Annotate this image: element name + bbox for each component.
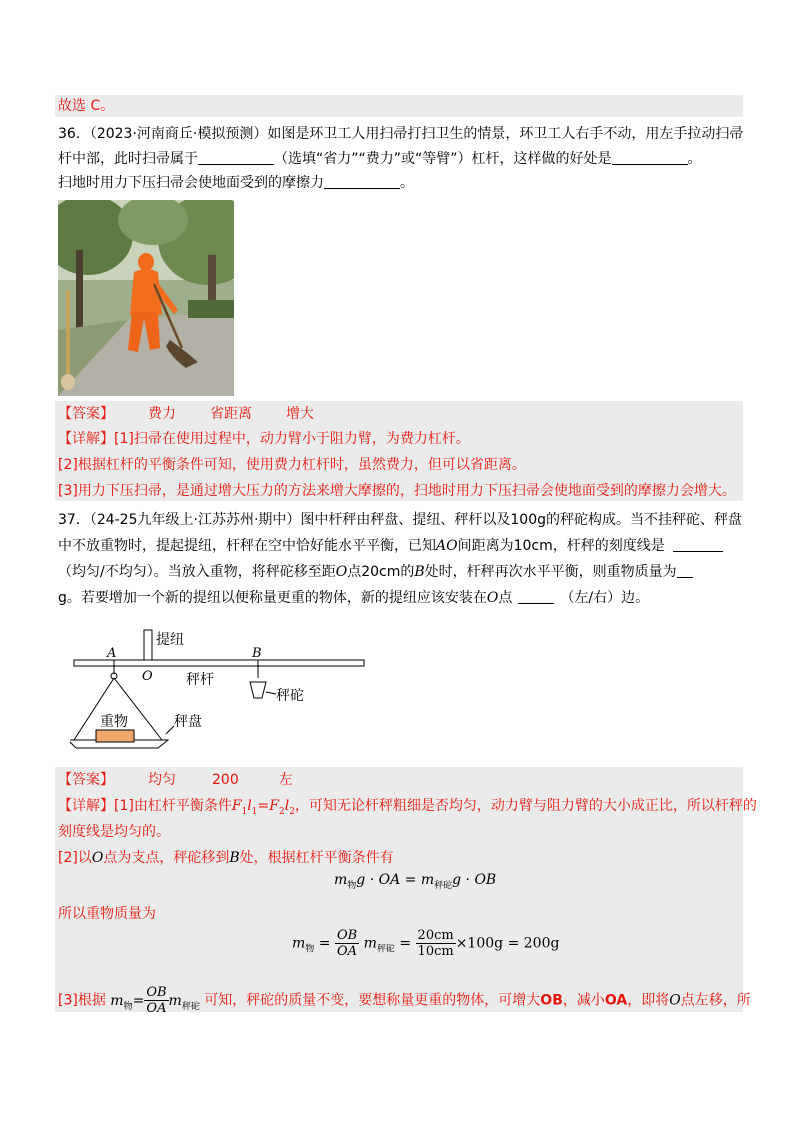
fraction-OB-OA: $\frac{OB}{OA}$ [336,928,358,959]
q36-answer-3: 增大 [286,406,314,422]
q37-var-B: B [414,564,425,580]
q36-stem-text: 扫地时用力下压扫帚会使地面受到的摩擦力 [58,175,324,191]
sub-wu: 物 [123,1001,133,1012]
q37-detail-1 [58,796,757,822]
q37-var-AO: AO [436,538,458,554]
q37-var-O: O [669,992,681,1009]
q37-stem-text: 处时，杆秤再次水平平衡，则重物质量为 [424,564,677,580]
q37-detail-text: ，可知无论杆秤粗细是否均匀，动力臂与阻力臂的大小成正比，所以杆秤的 [294,798,757,814]
label-O: O [142,669,153,684]
q36-blank-1 [198,151,274,165]
equation-mass: $m_物$ = $\frac{OB}{OA}$ $m_{秤砣}$ = $\frac{20cm}{10cm}$ ×100g = 200g [292,928,560,959]
q36-stem-text: （选填“省力”“费力”或“等臂”）杠杆，这样做的好处是 [274,151,612,167]
q36-stem-line3 [58,173,414,193]
label-pan: 秤盘 [174,714,202,730]
q37-stem-line1: 37．（24-25九年级上·江苏苏州·期中）图中杆秤由秤盘、提纽、秤杆以及100g的秤砣构成。当不挂秤砣、秤盘 [58,512,743,528]
q36-detail-3: [3]用力下压扫帚，是通过增大压力的方法来增大摩擦的，扫地时用力下压扫帚会使地面受到的摩擦力会增大。 [58,483,736,499]
sub-chengtuo: 秤砣 [376,944,395,955]
q36-blank-3 [324,175,400,189]
q37-stem-text: 间距离为10cm，杆秤的刻度线是 [457,538,665,554]
q37-stem-line2 [58,536,723,556]
q37-stem-text: （均匀/不均匀）。当放入重物，将秤砣移至距 [58,564,336,580]
q37-stem-text: 中不放重物时，提起提纽，杆秤在空中恰好能水平平衡，已知 [58,538,436,554]
q37-detail-text: [3]根据 [58,992,106,1009]
q37-answer-1: 均匀 [148,772,176,788]
q37-detail-text: 处，根据杠杆平衡条件有 [239,850,394,866]
steelyard-diagram [70,622,370,757]
q37-answer-line [58,770,293,790]
q37-var-O: O [486,590,499,606]
q37-detail-1-cont: 刻度线是均匀的。 [58,824,170,840]
q37-stem-text: （左/右）边。 [560,590,650,606]
prev-answer-band [55,95,743,117]
street-sweeper-photo [58,200,234,396]
q36-detail-1: 【详解】[1]扫帚在使用过程中，动力臂小于阻力臂，为费力杠杆。 [58,431,470,447]
q36-answer-line [58,404,314,424]
q37-blank-2 [677,564,693,578]
q37-detail-text: 【详解】[1]由杠杆平衡条件 [58,798,232,814]
formula-F1l1-F2l2: $F_1l_1=F_2l_2$ [231,798,295,817]
label-bar: 秤杆 [186,672,214,688]
prev-answer-text: 故选 C。 [58,98,115,114]
fraction-20-10 [416,928,456,959]
q37-var-O: O [335,564,348,580]
inline-formula-mass: $m_物=$ $\frac{OB}{OA}$ $m_{秤砣}$ [110,985,200,1016]
q36-blank-2 [612,151,688,165]
q37-var-B: B [229,850,240,866]
eq-denominator: 10cm [417,944,454,959]
q37-detail-text: ，即将 [627,992,670,1009]
q36-detail-2: [2]根据杠杆的平衡条件可知，使用费力杠杆时，虽然费力，但可以省距离。 [58,457,526,473]
q37-stem-line3 [58,562,693,582]
label-tiniu: 提纽 [156,632,184,648]
q37-stem-text: g。若要增加一个新的提纽以便称量更重的物体，新的提纽应该安装在 [58,590,487,606]
q37-detail-text: [2]以 [58,850,92,866]
q37-detail-text: 可知，秤砣的质量不变，要想称量更重的物体，可增大 [204,992,541,1009]
q36-stem-text: 。 [687,151,702,167]
q36-stem-line1: 36．（2023·河南商丘·模拟预测）如图是环卫工人用扫帚打扫卫生的情景，环卫工人右手不动，用左手拉动扫帚 [58,126,744,142]
q36-stem-line2 [58,149,702,169]
label-weight: 秤砣 [276,688,304,704]
q37-OB: OB [540,992,563,1009]
equation-balance: $m_物g$ · OA = $m_{秤砣}g$ · OB [334,872,497,891]
q37-detail-text: 点为支点，秤砣移到 [103,850,230,866]
q37-OA: OA [604,992,628,1009]
q36-answer-2: 省距离 [210,406,252,422]
sub-chengtuo: 秤砣 [181,1001,200,1012]
q37-stem-text: 点20cm的 [347,564,415,580]
q37-var-O: O [91,850,104,866]
q37-blank-1 [673,538,723,552]
eq-mass-term: ×100g = [455,935,520,952]
q37-detail-text: 点左移，所 [680,992,751,1009]
answer-label: 【答案】 [58,406,114,422]
label-object: 重物 [100,714,128,730]
q37-detail-text: ，减小 [562,992,605,1009]
q37-detail-3 [58,985,751,1016]
q37-stem-text: 点 [498,590,513,606]
q37-answer-2: 200 [212,772,239,788]
q36-answer-1: 费力 [148,406,176,422]
eq-numerator: 20cm [417,928,454,943]
sub-wu: 物 [305,944,315,955]
q36-stem-text: 。 [400,175,414,191]
q37-blank-3 [518,590,554,604]
label-A: A [107,646,117,661]
q37-stem-line4 [58,588,649,608]
label-B: B [252,646,262,661]
eq-result: 200g [523,935,560,952]
sub-chengtuo: 秤砣 [434,880,453,891]
answer-label: 【答案】 [58,772,114,788]
q37-detail-2 [58,848,394,868]
sub-wu: 物 [347,880,357,891]
q37-detail-2-cont: 所以重物质量为 [58,906,156,922]
q36-stem-text: 杆中部，此时扫帚属于 [58,151,198,167]
q37-answer-3: 左 [278,772,293,788]
